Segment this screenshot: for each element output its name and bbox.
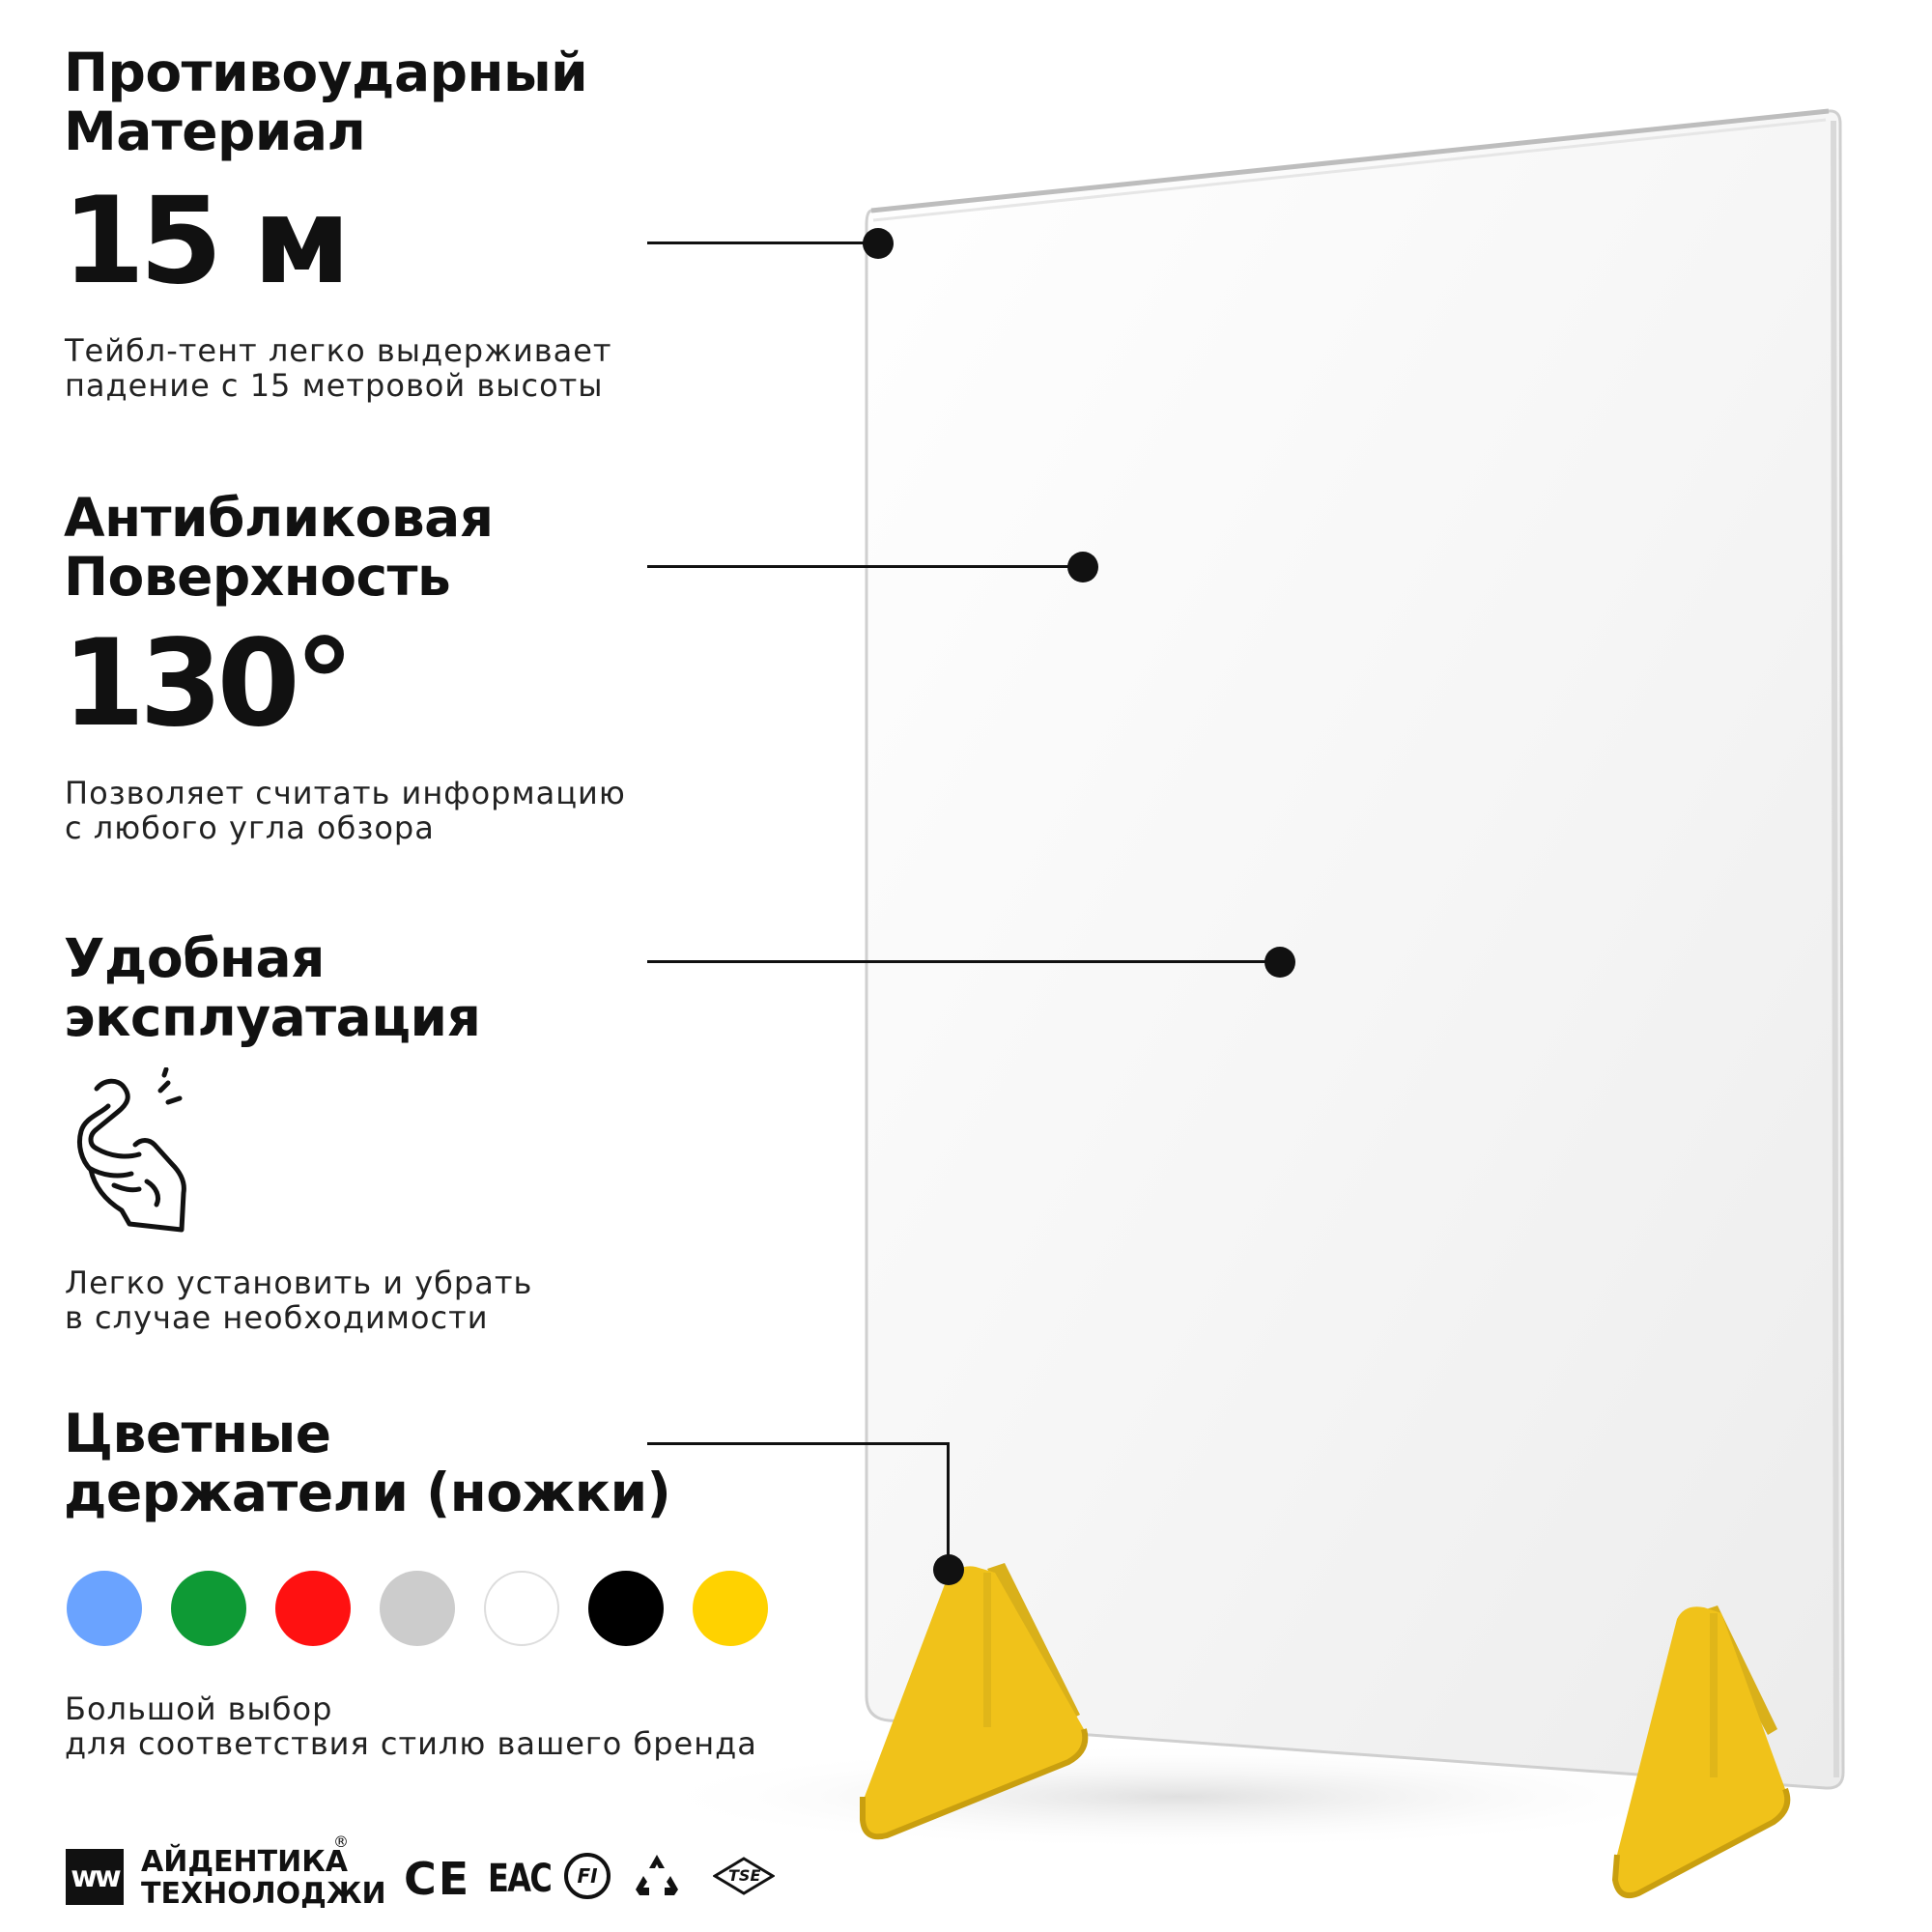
callout-line-4-vertical <box>947 1442 950 1568</box>
feature-1-desc-line-1: Тейбл-тент легко выдерживает <box>65 332 612 369</box>
feature-1-desc-line-2: падение с 15 метровой высоты <box>65 367 604 404</box>
brand-name-line-1: АЙДЕНТИКА <box>141 1845 348 1879</box>
feature-1-value: 15 м <box>62 172 346 311</box>
feature-3-desc-line-2: в случае необходимости <box>65 1299 489 1336</box>
callout-line-4-horizontal <box>647 1442 950 1445</box>
brand-logo-mark: ww <box>66 1849 124 1905</box>
tse-mark-icon <box>713 1857 775 1895</box>
panel-right-edge <box>1833 121 1836 1777</box>
feature-4-title-line-1: Цветные <box>64 1403 331 1464</box>
right-stand-slot <box>1710 1613 1718 1777</box>
callout-line-3 <box>647 960 1280 963</box>
callout-dot-1 <box>863 228 894 259</box>
callout-line-2 <box>647 565 1082 568</box>
brand-registered-mark: ® <box>333 1833 349 1851</box>
recycle-triangle-icon <box>634 1853 680 1899</box>
feature-4-desc-line-2: для соответствия стилю вашего бренда <box>65 1725 757 1762</box>
fi-mark-label: FI <box>577 1864 598 1888</box>
feature-4-title-line-2: держатели (ножки) <box>64 1462 671 1523</box>
feature-2-value: 130° <box>62 614 349 753</box>
feature-4-desc-line-1: Большой выбор <box>65 1690 333 1727</box>
feature-3-title-line-1: Удобная <box>64 927 325 989</box>
acrylic-panel <box>867 111 1843 1788</box>
fi-mark-icon <box>564 1853 611 1899</box>
eac-mark-icon: EAC <box>488 1857 552 1901</box>
feature-3-desc-line-1: Легко установить и убрать <box>65 1264 533 1301</box>
feature-2-desc-line-2: с любого угла обзора <box>65 810 435 846</box>
feature-2-desc-line-1: Позволяет считать информацию <box>65 775 626 811</box>
feature-2-title-line-2: Поверхность <box>64 546 451 608</box>
feature-2-title-line-1: Антибликовая <box>64 487 494 549</box>
feature-1-title-line-1: Противоударный <box>64 42 588 103</box>
ce-mark-icon: CE <box>404 1853 471 1905</box>
left-stand-slot <box>983 1573 991 1727</box>
feature-3-title-line-2: эксплуатация <box>64 986 481 1048</box>
callout-dot-4 <box>933 1554 964 1585</box>
feature-1-title-line-2: Материал <box>64 100 366 162</box>
callout-line-1 <box>647 242 879 244</box>
tse-mark-label: TSE <box>728 1866 761 1885</box>
brand-name-line-2: ТЕХНОЛОДЖИ <box>141 1877 386 1911</box>
callout-dot-3 <box>1264 947 1295 978</box>
callout-dot-2 <box>1067 552 1098 582</box>
